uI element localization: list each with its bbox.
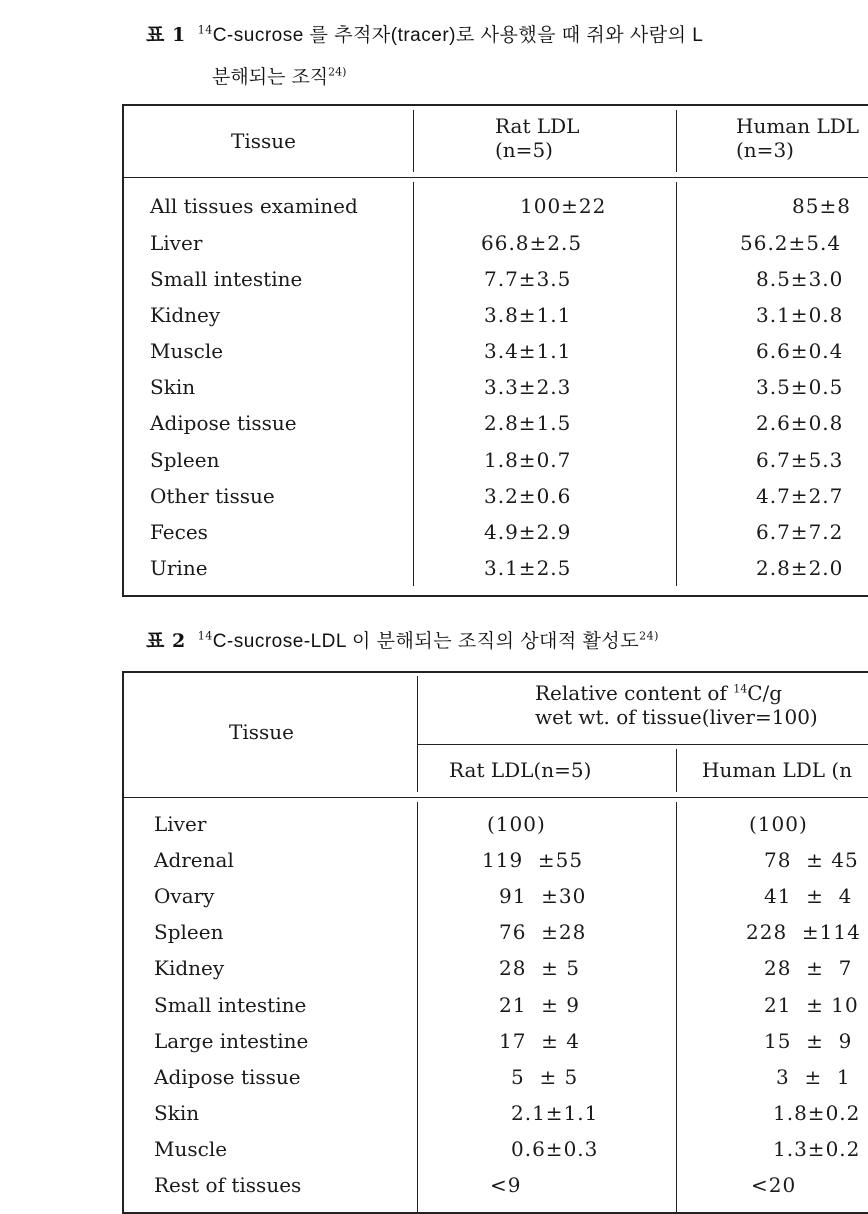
table2-header-group-line1: Relative content of $^{14}$C/g bbox=[535, 681, 783, 705]
table1-caption-line2: 분해되는 조직$^{24)}$ bbox=[212, 65, 347, 88]
table1-left-border bbox=[122, 104, 124, 595]
table1-label: 표 1 bbox=[146, 24, 186, 46]
table2-header-tissue: Tissue bbox=[229, 720, 294, 744]
table2-top-rule bbox=[122, 671, 868, 673]
table2-header-rule bbox=[122, 797, 868, 798]
table1-col-divider-body-2 bbox=[676, 182, 677, 586]
table1-caption-line1: C-sucrose 를 추적자(tracer)로 사용했을 때 쥐와 사람의 L bbox=[212, 25, 704, 46]
table1-header-tissue: Tissue bbox=[231, 129, 296, 153]
table2-caption: 표 2 $^{14}$C-sucrose-LDL 이 분해되는 조직의 상대적 활성도$^{24)}$ bbox=[146, 629, 659, 652]
table2-header-rat: Rat LDL(n=5) bbox=[449, 758, 592, 782]
table2-col-divider-head-1 bbox=[417, 676, 418, 792]
table2-col-divider-body-2 bbox=[676, 802, 677, 1212]
table2-caption-text: C-sucrose-LDL 이 분해되는 조직의 상대적 활성도 bbox=[212, 631, 640, 652]
table1-col-divider-body-1 bbox=[413, 182, 414, 586]
table2-header-human: Human LDL (n bbox=[702, 758, 853, 782]
table1-bottom-rule bbox=[122, 595, 868, 597]
table1-header-rat: Rat LDL bbox=[495, 114, 580, 138]
table1-col-divider-head-2 bbox=[676, 110, 677, 172]
table2-col-divider-head-2 bbox=[676, 749, 677, 792]
table1-header-rule bbox=[122, 177, 868, 178]
table2-group-rule bbox=[417, 744, 868, 745]
table1-top-rule bbox=[122, 104, 868, 106]
table1-header-rat-n: (n=5) bbox=[495, 138, 553, 162]
table1-caption: 표 1 $^{14}$C-sucrose 를 추적자(tracer)로 사용했을 때 쥐와 사람의 L bbox=[146, 23, 704, 46]
table2-left-border bbox=[122, 671, 124, 1212]
table1-header-human-n: (n=3) bbox=[736, 138, 794, 162]
table2-col-divider-body-1 bbox=[417, 802, 418, 1212]
table1-col-divider-head-1 bbox=[413, 110, 414, 172]
table2-label: 표 2 bbox=[146, 630, 186, 652]
table2-header-group-line2: wet wt. of tissue(liver=100) bbox=[535, 705, 818, 729]
table1-header-human: Human LDL bbox=[736, 114, 860, 138]
